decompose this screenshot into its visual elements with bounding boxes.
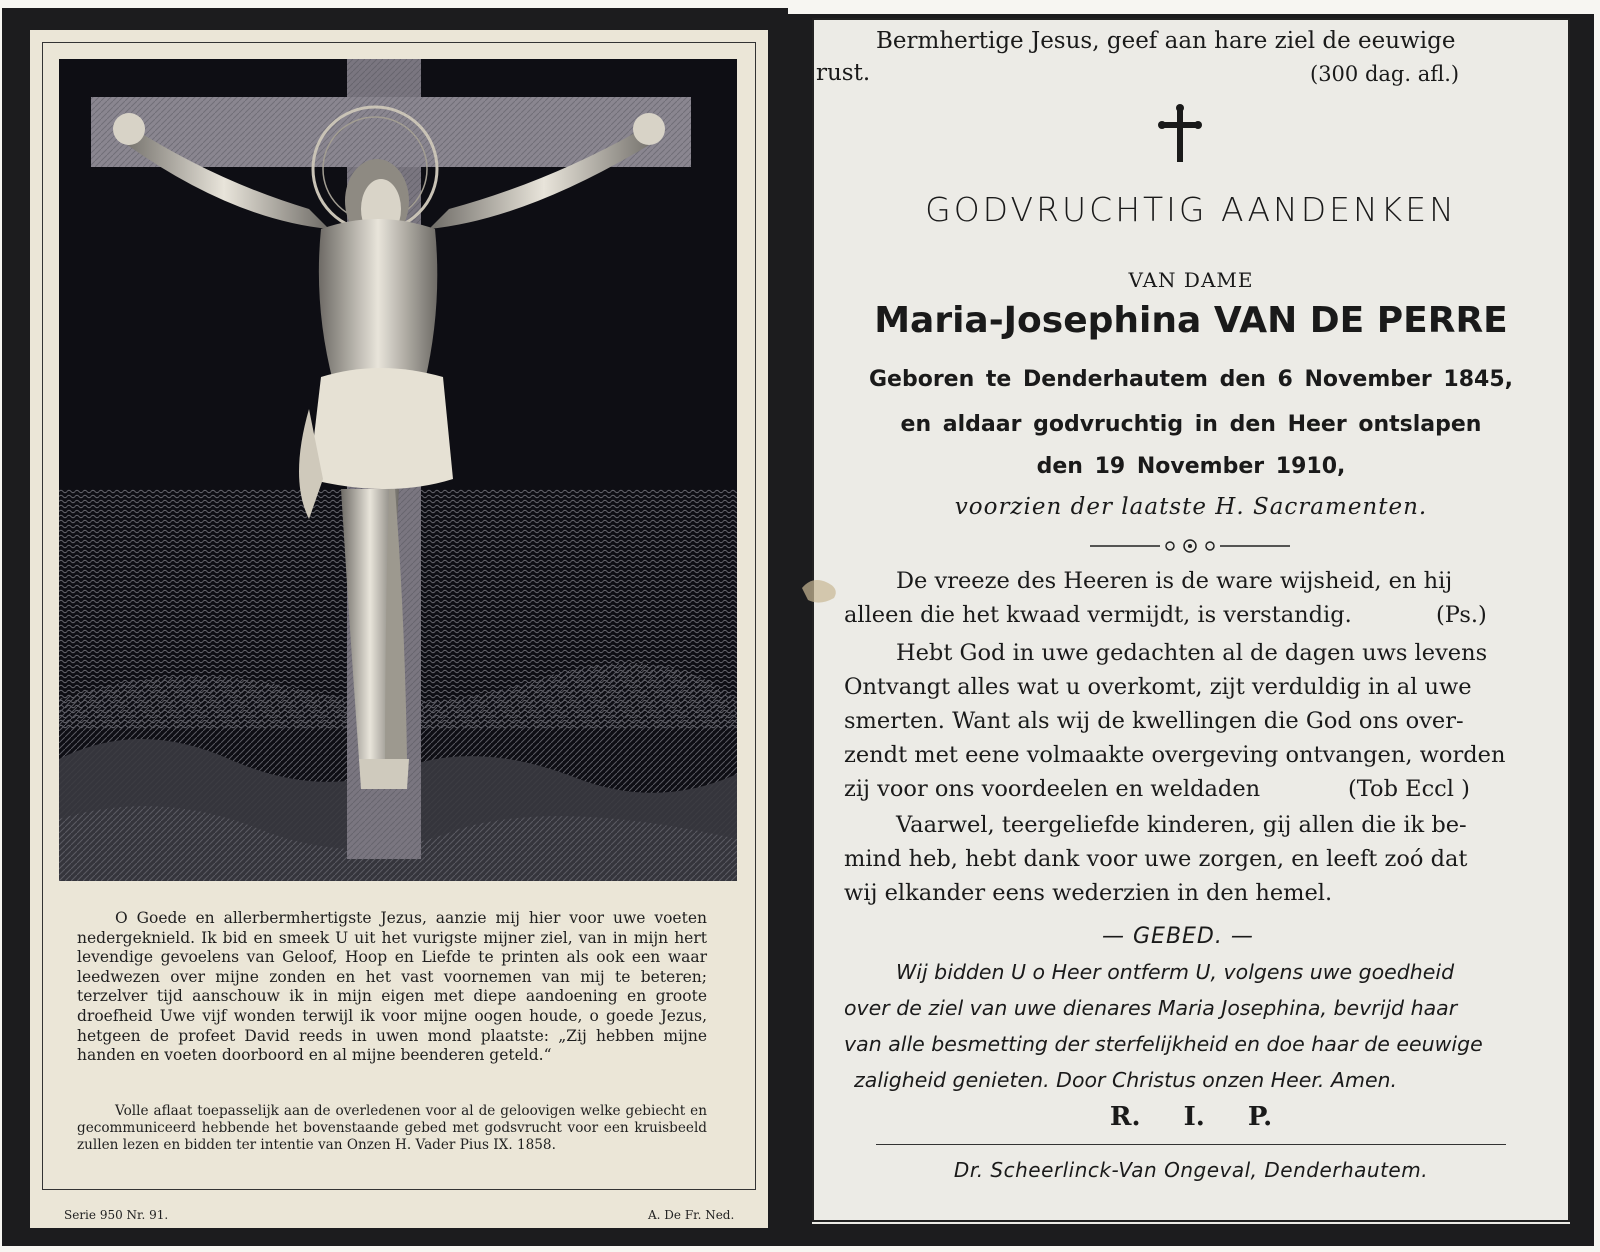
gebed-title: — GEBED. — [1102, 924, 1254, 949]
death-line-2: den 19 November 1910, [1036, 454, 1346, 479]
printer-credit: Dr. Scheerlinck-Van Ongeval, Denderhautem. [953, 1158, 1429, 1182]
verse-line: smerten. Want als wij de kwellingen die God ons over- [844, 708, 1464, 734]
verse-reference: (Ps.) [1436, 602, 1487, 628]
paper-damage-mark [800, 572, 842, 606]
series-number: Serie 950 Nr. 91. [64, 1208, 169, 1222]
gebed-line: van alle besmetting der sterfelijkheid en doe haar de eeuwige [844, 1032, 1483, 1056]
right-panel-paper [812, 18, 1570, 1224]
crucifixion-illustration [59, 59, 737, 881]
verse-reference: (Tob Eccl ) [1348, 776, 1470, 802]
crucifix-engraving [59, 59, 737, 881]
prayer-section [59, 889, 737, 1179]
verse-line: Ontvangt alles wat u overkomt, zijt verduldig in al uwe [844, 674, 1472, 700]
verse-line: Hebt God in uwe gedachten al de dagen uws levens [896, 640, 1488, 666]
verse-line: De vreeze des Heeren is de ware wijsheid, en hij [896, 568, 1453, 594]
verse-line: wij elkander eens wederzien in den hemel. [844, 880, 1333, 906]
verse-line: alleen die het kwaad vermijdt, is verstandig. [844, 602, 1352, 628]
left-panel-frame [42, 42, 756, 1190]
verse-line: zij voor ons voordeelen en weldaden [844, 776, 1261, 802]
verse-line: zendt met eene volmaakte overgeving ontvangen, worden [844, 742, 1506, 768]
death-line-1: en aldaar godvruchtig in den Heer ontslapen [900, 412, 1482, 437]
left-panel-paper [30, 30, 768, 1228]
opening-prayer-line2: rust. [816, 60, 871, 86]
card-heading: GODVRUCHTIG AANDENKEN [925, 190, 1457, 229]
gebed-line: zaligheid genieten. Door Christus onzen Heer. Amen. [854, 1068, 1398, 1092]
rip: R. I. P. [1109, 1102, 1273, 1132]
birth-line: Geboren te Denderhautem den 6 November 1845, [868, 367, 1514, 392]
prayer-text: O Goede en allerbermhertigste Jezus, aanzie mij hier voor uwe voeten nedergeknield. Ik bid en smeek U uit het vurigste mijner ziel, van in mijn hert levendige gevoelens van Geloof, Hoop en Liefde te printen als ook een waar leedwezen over mijne zonden en het vast voornemen van mij te beteren; terzelver tijd aanschouw ik in mijn eigen met diepe aandoening en groote droefheid Uwe vijf wonden terwijl ik voor mijne oogen houde, o goede Jezus, hetgeen de profeet David reeds in uwen mond plaatste: „Zij hebben mijne handen en voeten doorboord en al mijne beenderen geteld.“ [77, 909, 707, 1065]
gebed-line: Wij bidden U o Heer ontferm U, volgens uwe goedheid [896, 960, 1455, 984]
publisher: A. De Fr. Ned. [648, 1208, 735, 1222]
title-van-dame: VAN DAME [1128, 268, 1254, 292]
right-panel [788, 14, 1594, 1246]
torso [319, 219, 437, 389]
left-panel [2, 8, 788, 1246]
indulgence-text: Volle aflaat toepasselijk aan de overledenen voor al de geloovigen welke gebiecht en gecommuniceerd hebbende het bovenstaande gebed met godsvrucht voor een kruisbeeld zullen lezen en bidden ter intentie van Onzen H. Vader Pius IX. 1858. [77, 1103, 707, 1153]
cross-icon [1158, 104, 1202, 164]
verse-line: mind heb, hebt dank voor uwe zorgen, en leeft zoó dat [844, 846, 1468, 872]
verse-line: Vaarwel, teergeliefde kinderen, gij allen die ik be- [896, 812, 1467, 838]
gebed-line: over de ziel van uwe dienares Maria Josephina, bevrijd haar [844, 996, 1458, 1020]
indulgence-days: (300 dag. afl.) [1310, 62, 1460, 86]
ornament-divider-icon [1090, 536, 1290, 556]
opening-prayer-line1: Bermhertige Jesus, geef aan hare ziel de eeuwige [876, 28, 1456, 54]
printer-rule [876, 1144, 1506, 1145]
sacraments-line: voorzien der laatste H. Sacramenten. [954, 494, 1428, 520]
right-panel-frame [812, 18, 1570, 1222]
loincloth [309, 368, 453, 489]
deceased-name: Maria-Josephina VAN DE PERRE [874, 300, 1508, 341]
